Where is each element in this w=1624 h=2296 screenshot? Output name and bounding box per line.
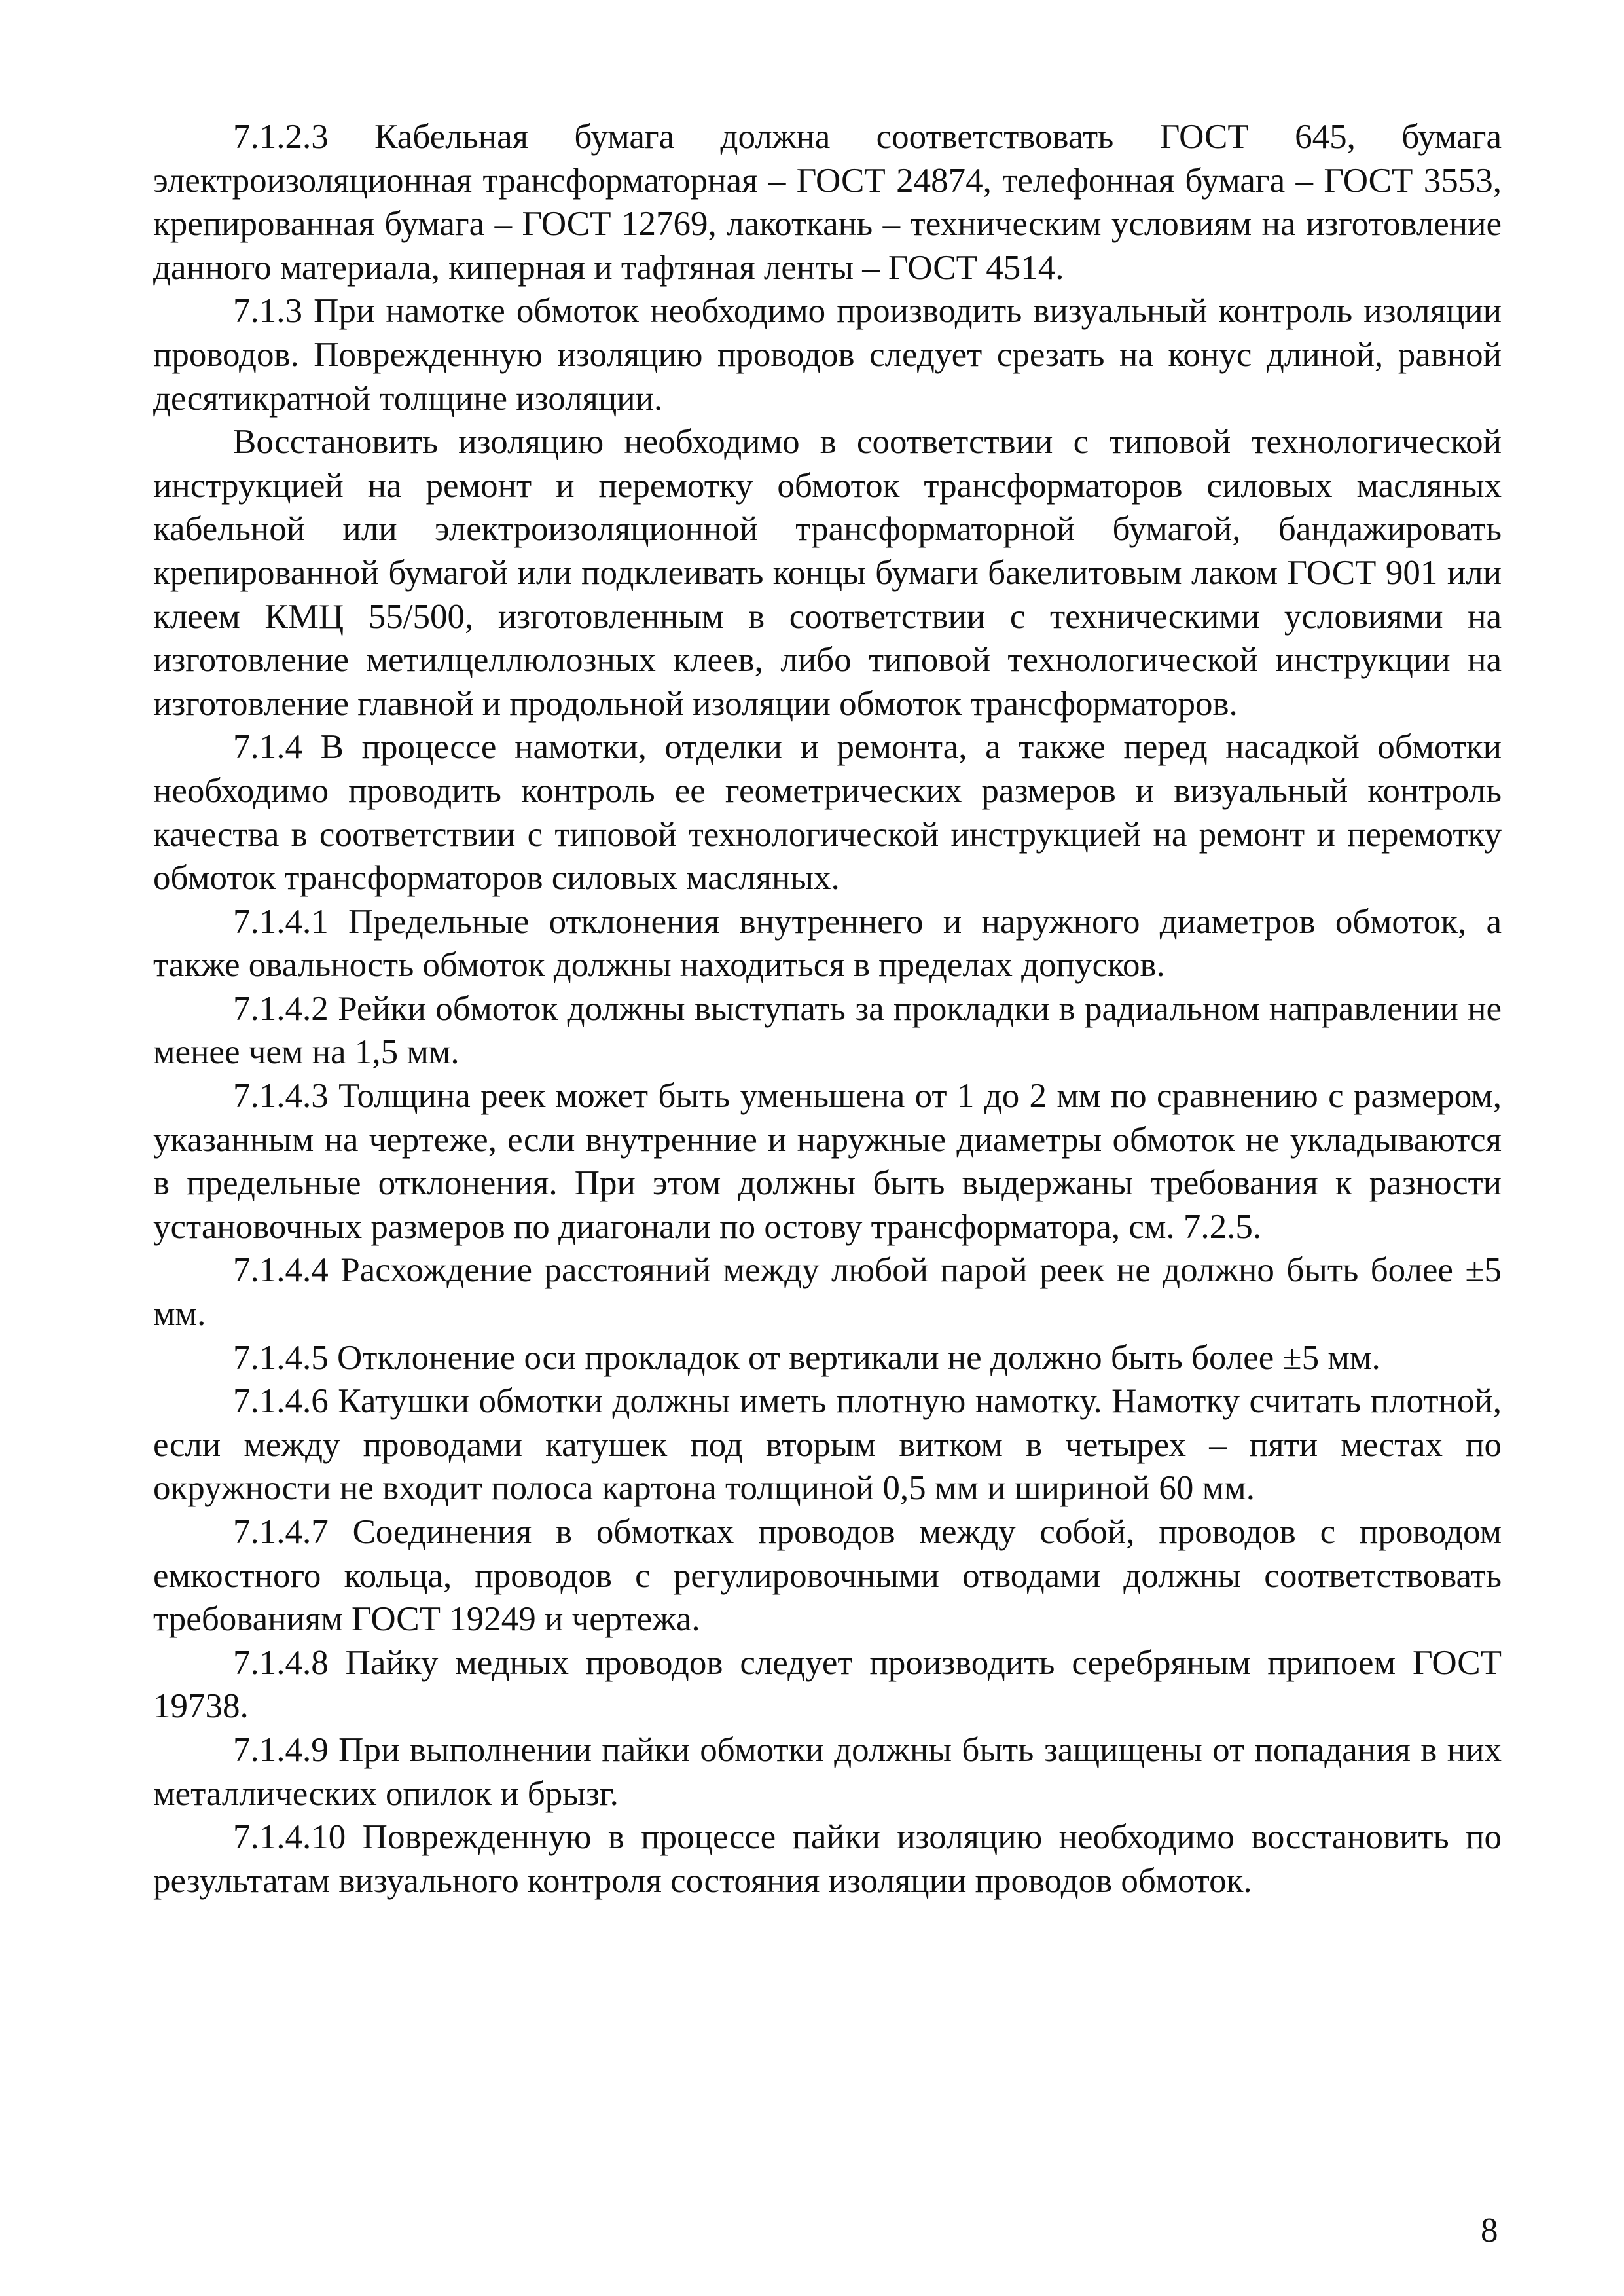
paragraph-7-1-4: 7.1.4 В процессе намотки, отделки и ремонта, а также перед насадкой обмотки необходимо проводить контроль ее геометрических размеров и визуальный контроль качества в соответствии с типовой технологической инструкцией на ремонт и перемотку обмоток трансформаторов силовых масляных.	[153, 728, 1502, 898]
paragraph-7-1-4-8: 7.1.4.8 Пайку медных проводов следует производить серебряным припоем ГОСТ 19738.	[153, 1643, 1502, 1726]
paragraph-7-1-4-6: 7.1.4.6 Катушки обмотки должны иметь плотную намотку. Намотку считать плотной, если между проводами катушек под вторым витком в четырех – пяти местах по окружности не входит полоса картона толщиной 0,5 мм и шириной 60 мм.	[153, 1382, 1502, 1508]
paragraph-7-1-4-3: 7.1.4.3 Толщина реек может быть уменьшена от 1 до 2 мм по сравнению с размером, указанным на чертеже, если внутренние и наружные диаметры обмоток не укладываются в предельные отклонения. При этом должны быть выдержаны требования к разности установочных размеров по диагонали по остову трансформатора, см. 7.2.5.	[153, 1077, 1502, 1246]
paragraph-7-1-3: 7.1.3 При намотке обмоток необходимо производить визуальный контроль изоляции проводов. Поврежденную изоляцию проводов следует срезать на конус длиной, равной десятикратной толщине изоляции.	[153, 292, 1502, 418]
paragraph-7-1-4-1: 7.1.4.1 Предельные отклонения внутреннего и наружного диаметров обмоток, а также овальность обмоток должны находиться в пределах допусков.	[153, 902, 1502, 985]
paragraph-7-1-2-3: 7.1.2.3 Кабельная бумага должна соответствовать ГОСТ 645, бумага электроизоляционная трансформаторная – ГОСТ 24874, телефонная бумага – ГОСТ 3553, крепированная бумага – ГОСТ 12769, лакоткань – техническим условиям на изготовление данного материала, киперная и тафтяная ленты – ГОСТ 4514.	[153, 118, 1502, 287]
paragraph-7-1-4-10: 7.1.4.10 Поврежденную в процессе пайки изоляцию необходимо восстановить по результатам визуального контроля состояния изоляции проводов обмоток.	[153, 1818, 1502, 1900]
paragraph-insulation-restore: Восстановить изоляцию необходимо в соответствии с типовой технологической инструкцией на ремонт и перемотку обмоток трансформаторов силовых масляных кабельной или электроизоляционной трансформаторной бумагой, бандажировать крепированной бумагой или подклеивать концы бумаги бакелитовым лаком ГОСТ 901 или клеем КМЦ 55/500, изготовленным в соответствии с техническими условиями на изготовление метилцеллюлозных клеев, либо типовой технологической инструкции на изготовление главной и продольной изоляции обмоток трансформаторов.	[153, 423, 1502, 723]
paragraph-7-1-4-7: 7.1.4.7 Соединения в обмотках проводов между собой, проводов с проводом емкостного кольца, проводов с регулировочными отводами должны соответствовать требованиям ГОСТ 19249 и чертежа.	[153, 1513, 1502, 1639]
paragraph-7-1-4-2: 7.1.4.2 Рейки обмоток должны выступать за прокладки в радиальном направлении не менее чем на 1,5 мм.	[153, 989, 1502, 1072]
paragraph-7-1-4-5: 7.1.4.5 Отклонение оси прокладок от вертикали не должно быть более ±5 мм.	[233, 1338, 1380, 1377]
body-text	[153, 115, 1502, 1903]
paragraph-7-1-4-9: 7.1.4.9 При выполнении пайки обмотки должны быть защищены от попадания в них металлических опилок и брызг.	[153, 1730, 1502, 1813]
page-number: 8	[1481, 2212, 1498, 2250]
paragraph-7-1-4-4: 7.1.4.4 Расхождение расстояний между любой парой реек не должно быть более ±5 мм.	[153, 1251, 1502, 1334]
